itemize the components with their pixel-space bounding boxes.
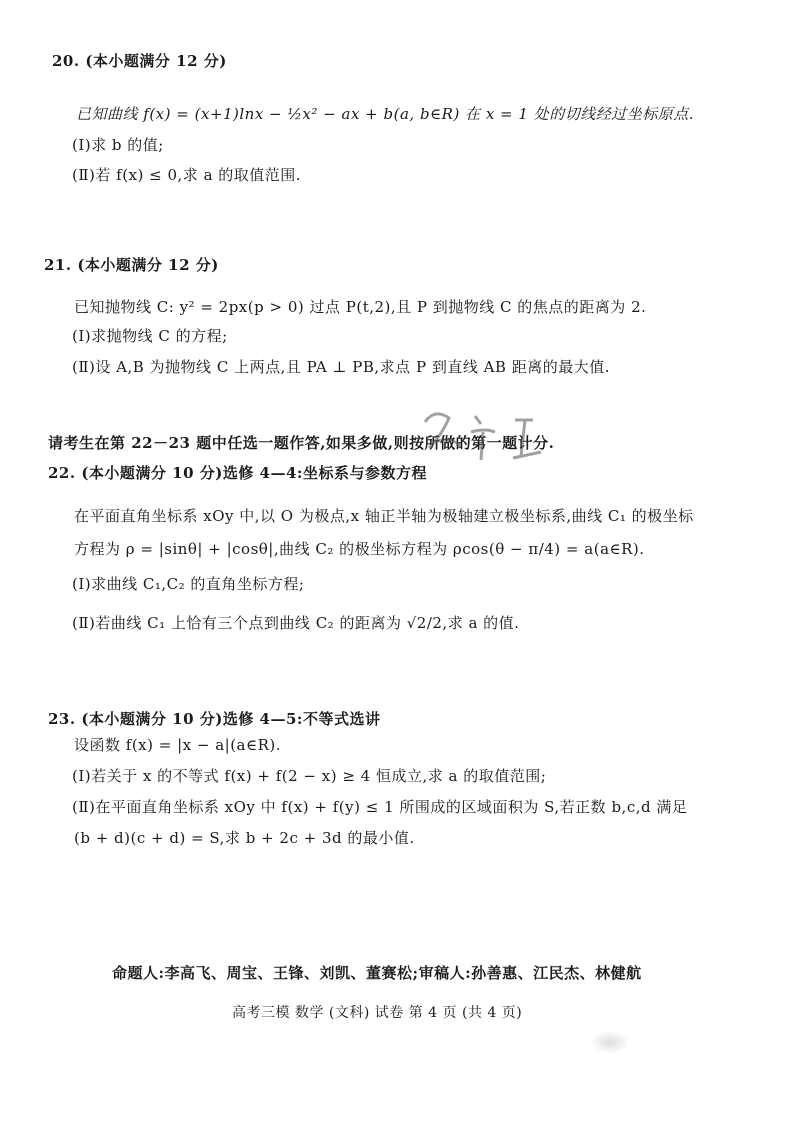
q20-heading: 20. (本小题满分 12 分) bbox=[52, 52, 227, 70]
q23-part-2-line-1: (Ⅱ)在平面直角坐标系 xOy 中 f(x) + f(y) ≤ 1 所围成的区域面积为 S,若正数 b,c,d 满足 bbox=[72, 798, 688, 816]
q20-part-1: (Ⅰ)求 b 的值; bbox=[72, 136, 164, 154]
q23-statement: 设函数 f(x) = |x − a|(a∈R). bbox=[74, 736, 282, 754]
q22-statement-line-2: 方程为 ρ = |sinθ| + |cosθ|,曲线 C₂ 的极坐标方程为 ρcos(θ − π/4) = a(a∈R). bbox=[74, 540, 645, 558]
q21-statement: 已知抛物线 C: y² = 2px(p > 0) 过点 P(t,2),且 P 到抛物线 C 的焦点的距离为 2. bbox=[74, 298, 647, 316]
q21-part-2: (Ⅱ)设 A,B 为抛物线 C 上两点,且 PA ⊥ PB,求点 P 到直线 AB 距离的最大值. bbox=[72, 358, 610, 376]
q22-part-2: (Ⅱ)若曲线 C₁ 上恰有三个点到曲线 C₂ 的距离为 √2/2,求 a 的值. bbox=[72, 614, 520, 632]
q22-statement-line-1: 在平面直角坐标系 xOy 中,以 O 为极点,x 轴正半轴为极轴建立极坐标系,曲线 C₁ 的极坐标 bbox=[74, 507, 694, 525]
q23-heading: 23. (本小题满分 10 分)选修 4—5:不等式选讲 bbox=[48, 710, 381, 728]
handwritten-mark-icon bbox=[405, 402, 575, 472]
q21-part-1: (Ⅰ)求抛物线 C 的方程; bbox=[72, 327, 228, 345]
q22-heading: 22. (本小题满分 10 分)选修 4—4:坐标系与参数方程 bbox=[48, 464, 427, 482]
q20-part-2: (Ⅱ)若 f(x) ≤ 0,求 a 的取值范围. bbox=[72, 166, 302, 184]
footer-authors: 命题人:李高飞、周宝、王锋、刘凯、董赛松;审稿人:孙善惠、江民杰、林健航 bbox=[112, 964, 642, 982]
q21-heading: 21. (本小题满分 12 分) bbox=[44, 256, 219, 274]
q20-statement: 已知曲线 f(x) = (x+1)lnx − ½x² − ax + b(a, b∈R) 在 x = 1 处的切线经过坐标原点. bbox=[76, 105, 694, 123]
q23-part-2-line-2: (b + d)(c + d) = S,求 b + 2c + 3d 的最小值. bbox=[74, 829, 415, 847]
q23-part-1: (Ⅰ)若关于 x 的不等式 f(x) + f(2 − x) ≥ 4 恒成立,求 a 的取值范围; bbox=[72, 767, 547, 785]
footer-page-number: 高考三模 数学 (文科) 试卷 第 4 页 (共 4 页) bbox=[232, 1005, 523, 1021]
scan-smudge bbox=[590, 1030, 630, 1054]
choice-instruction: 请考生在第 22－23 题中任选一题作答,如果多做,则按所做的第一题计分. bbox=[48, 434, 555, 452]
q22-part-1: (Ⅰ)求曲线 C₁,C₂ 的直角坐标方程; bbox=[72, 575, 305, 593]
